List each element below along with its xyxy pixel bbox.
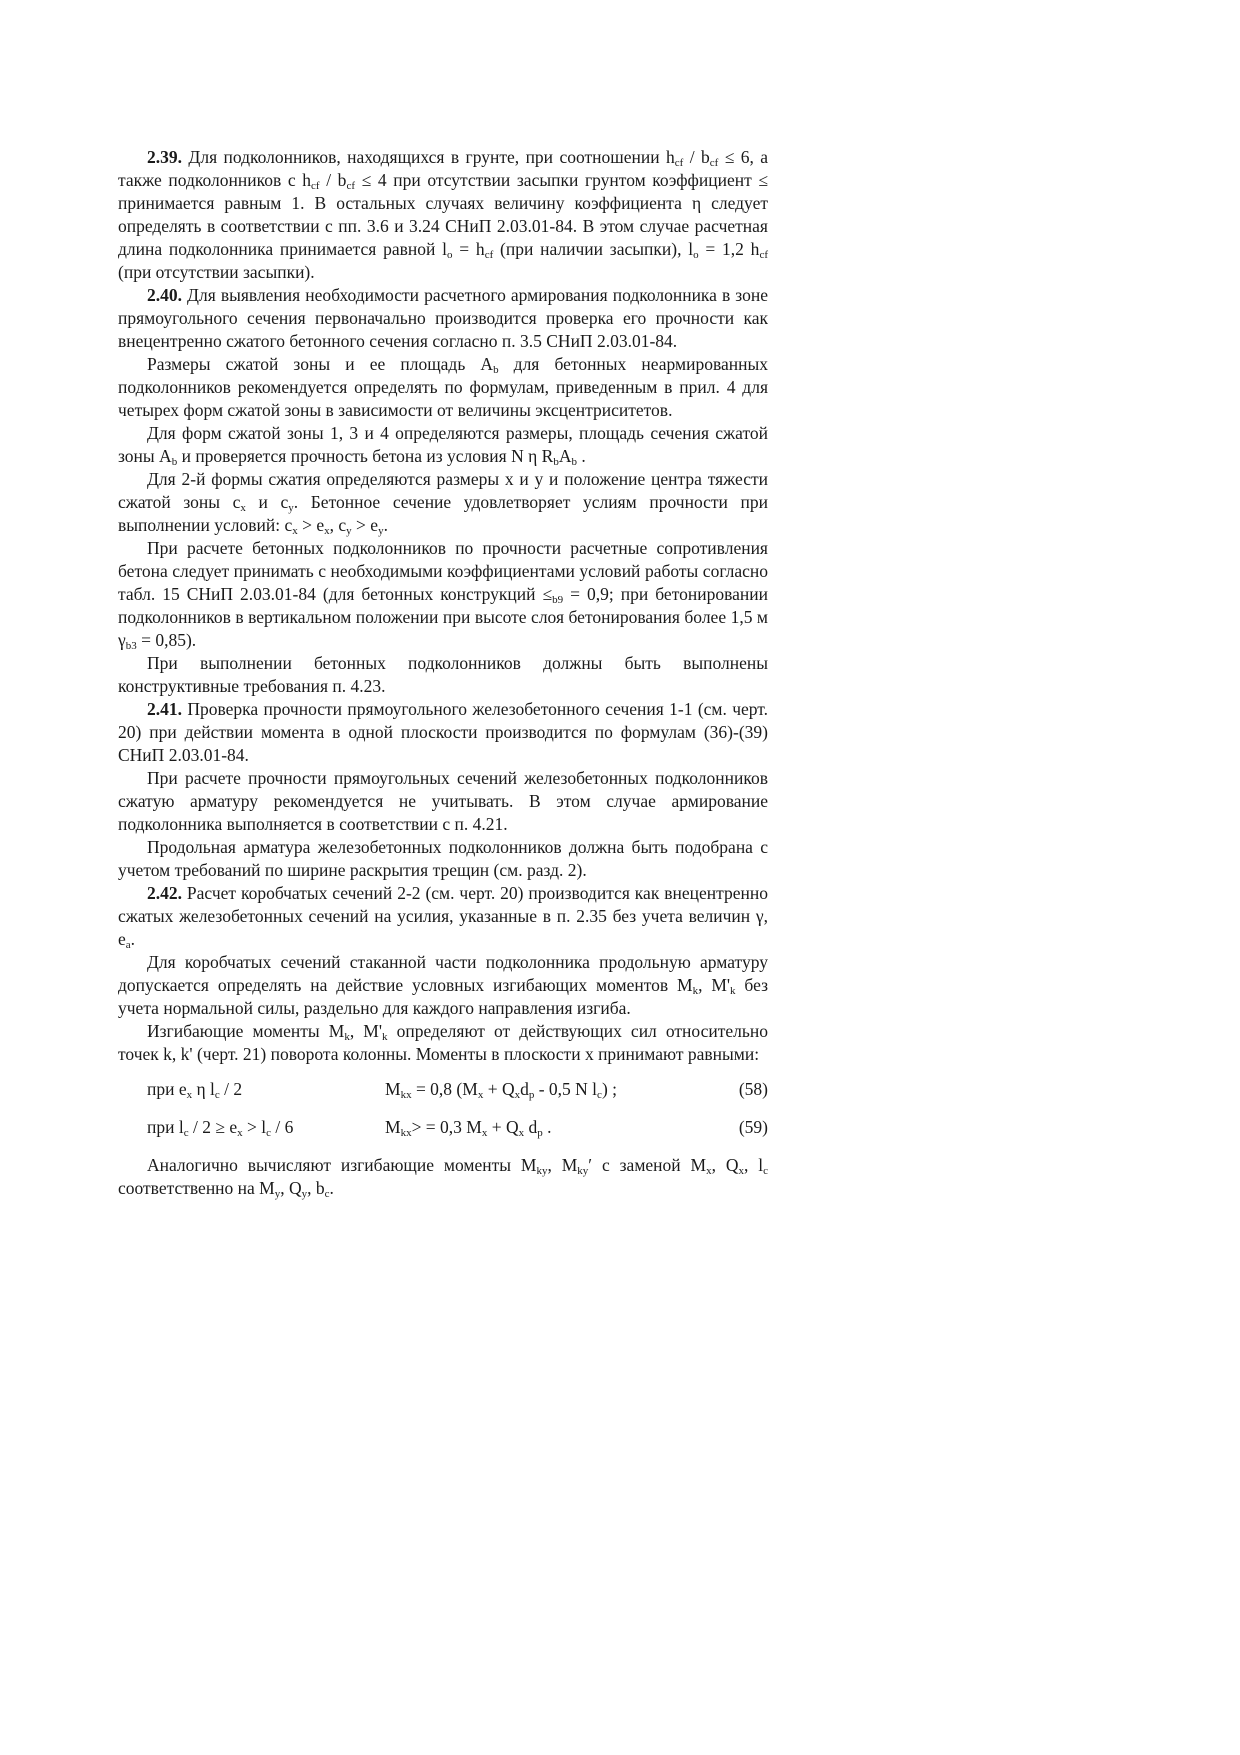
paragraph-zone-forms-1-3-4 (118, 422, 768, 468)
paragraph-compressed-zone-size (118, 353, 768, 422)
clause-number: 2.41. (147, 699, 182, 719)
paragraph-text: При расчете прочности прямоугольных сечений железобетонных подколонников сжатую арматуру рекомендуется не учитывать. В этом случае армирование подколонника выполняется в соответствии с п. 4.21. (118, 768, 768, 834)
paragraph-constructive-requirements (118, 652, 768, 698)
paragraph-compressed-reinforcement (118, 767, 768, 836)
paragraph-text: Продольная арматура железобетонных подколонников должна быть подобрана с учетом требований по ширине раскрытия трещин (см. разд. 2). (118, 837, 768, 880)
paragraph-text: Размеры сжатой зоны и ее площадь $A_b$ для бетонных неармированных подколонников рекомендуется определять по формулам, приведенным в прил. 4 для четырех форм сжатой зоны в зависимости от величины эксцентриситетов. (118, 354, 768, 420)
paragraph-2-39 (118, 146, 768, 284)
formula-number: (59) (738, 1117, 768, 1137)
paragraph-longitudinal-reinforcement (118, 836, 768, 882)
paragraph-text: При расчете бетонных подколонников по прочности расчетные сопротивления бетона следует принимать с необходимыми коэффициентами условий работы согласно табл. 15 СНиП 2.03.01-84 (для бетонных конструкций $\le_{b9} = 0,9$; при бетонировании подколонников в вертикальном положении при высоте слоя бетонирования более 1,5 м $\gamma_{b3} = 0,85$). (118, 538, 768, 652)
paragraph-analogous-moments (118, 1154, 768, 1200)
clause-number: 2.40. (147, 285, 182, 305)
formula-59 (118, 1112, 768, 1142)
paragraph-bending-moments (118, 1020, 768, 1066)
formula-expression: $M_{kx} = 0,8$ ($M_x + Q_xd_p - 0,5$ N $l_c$) ; (385, 1079, 618, 1101)
paragraph-zone-form-2 (118, 468, 768, 537)
paragraph-design-resistance (118, 537, 768, 652)
paragraph-text: Изгибающие моменты $M_k$, $M'_k$ определяют от действующих сил относительно точек k, k' (черт. 21) поворота колонны. Моменты в плоскости x принимают равными: (118, 1021, 768, 1064)
paragraph-2-42 (118, 882, 768, 951)
formula-58 (118, 1074, 768, 1104)
paragraph-text: Расчет коробчатых сечений 2-2 (см. черт. 20) производится как внецентренно сжатых железобетонных сечений на усилия, указанные в п. 2.35 без учета величин γ, $e_a$. (118, 883, 768, 951)
paragraph-text: При выполнении бетонных подколонников должны быть выполнены конструктивные требования п. 4.23. (118, 653, 768, 696)
paragraph-text: Для коробчатых сечений стаканной части подколонника продольную арматуру допускается определять на действие условных изгибающих моментов $M_k$, $M'_k$ без учета нормальной силы, раздельно для каждого направления изгиба. (118, 952, 768, 1018)
paragraph-text: Для подколонников, находящихся в грунте, при соотношении $h_{cf} / b_{cf} \le 6$, а также подколонников с $h_{cf} / b_{cf} \le 4$ при отсутствии засыпки грунтом коэффициент ≤ принимается равным 1. В остальных случаях величину коэффициента η следует определять в соответствии с пп. 3.6 и 3.24 СНиП 2.03.01-84. В этом случае расчетная длина подколонника принимается равной $l_o = h_{cf}$ (при наличии засыпки), $l_o = 1,2$ $h_{cf}$ (при отсутствии засыпки). (118, 147, 768, 282)
paragraph-text: Для выявления необходимости расчетного армирования подколонника в зоне прямоугольного сечения первоначально производится проверка его прочности как внецентренно сжатого бетонного сечения согласно п. 3.5 СНиП 2.03.01-84. (118, 285, 768, 351)
paragraph-text: Проверка прочности прямоугольного железобетонного сечения 1-1 (см. черт. 20) при действии момента в одной плоскости производится по формулам (36)-(39) СНиП 2.03.01-84. (118, 699, 768, 765)
formula-condition: при $e_x$ η $l_c / 2$ (147, 1079, 243, 1101)
paragraph-text: Аналогично вычисляют изгибающие моменты $M_{ky}$, $M_{ky}'$ с заменой $M_x$, $Q_x$, $l_c$ соответственно на $M_y$, $Q_y$, $b_c$. (118, 1155, 769, 1200)
formula-expression: $M_{kx}> = 0,3$ $M_x + Q_x$ $d_p$ . (385, 1117, 552, 1139)
formula-condition: при $l_c / 2 \ge e_x > l_c / 6$ (147, 1117, 294, 1139)
paragraph-text: Для форм сжатой зоны 1, 3 и 4 определяются размеры, площадь сечения сжатой зоны $A_b$ и проверяется прочность бетона из условия N η $R_bA_b$ . (118, 423, 768, 468)
paragraph-box-sections (118, 951, 768, 1020)
clause-number: 2.42. (147, 883, 182, 903)
paragraph-2-41 (118, 698, 768, 767)
clause-number: 2.39. (147, 147, 182, 167)
formula-number: (58) (738, 1079, 768, 1099)
paragraph-2-40 (118, 284, 768, 353)
paragraph-text: Для 2-й формы сжатия определяются размеры x и y и положение центра тяжести сжатой зоны $c_x$ и $c_y$. Бетонное сечение удовлетворяет услиям прочности при выполнении условий: $c_x > e_x$, $c_y > e_y$. (118, 469, 769, 537)
document-page (118, 146, 768, 1200)
